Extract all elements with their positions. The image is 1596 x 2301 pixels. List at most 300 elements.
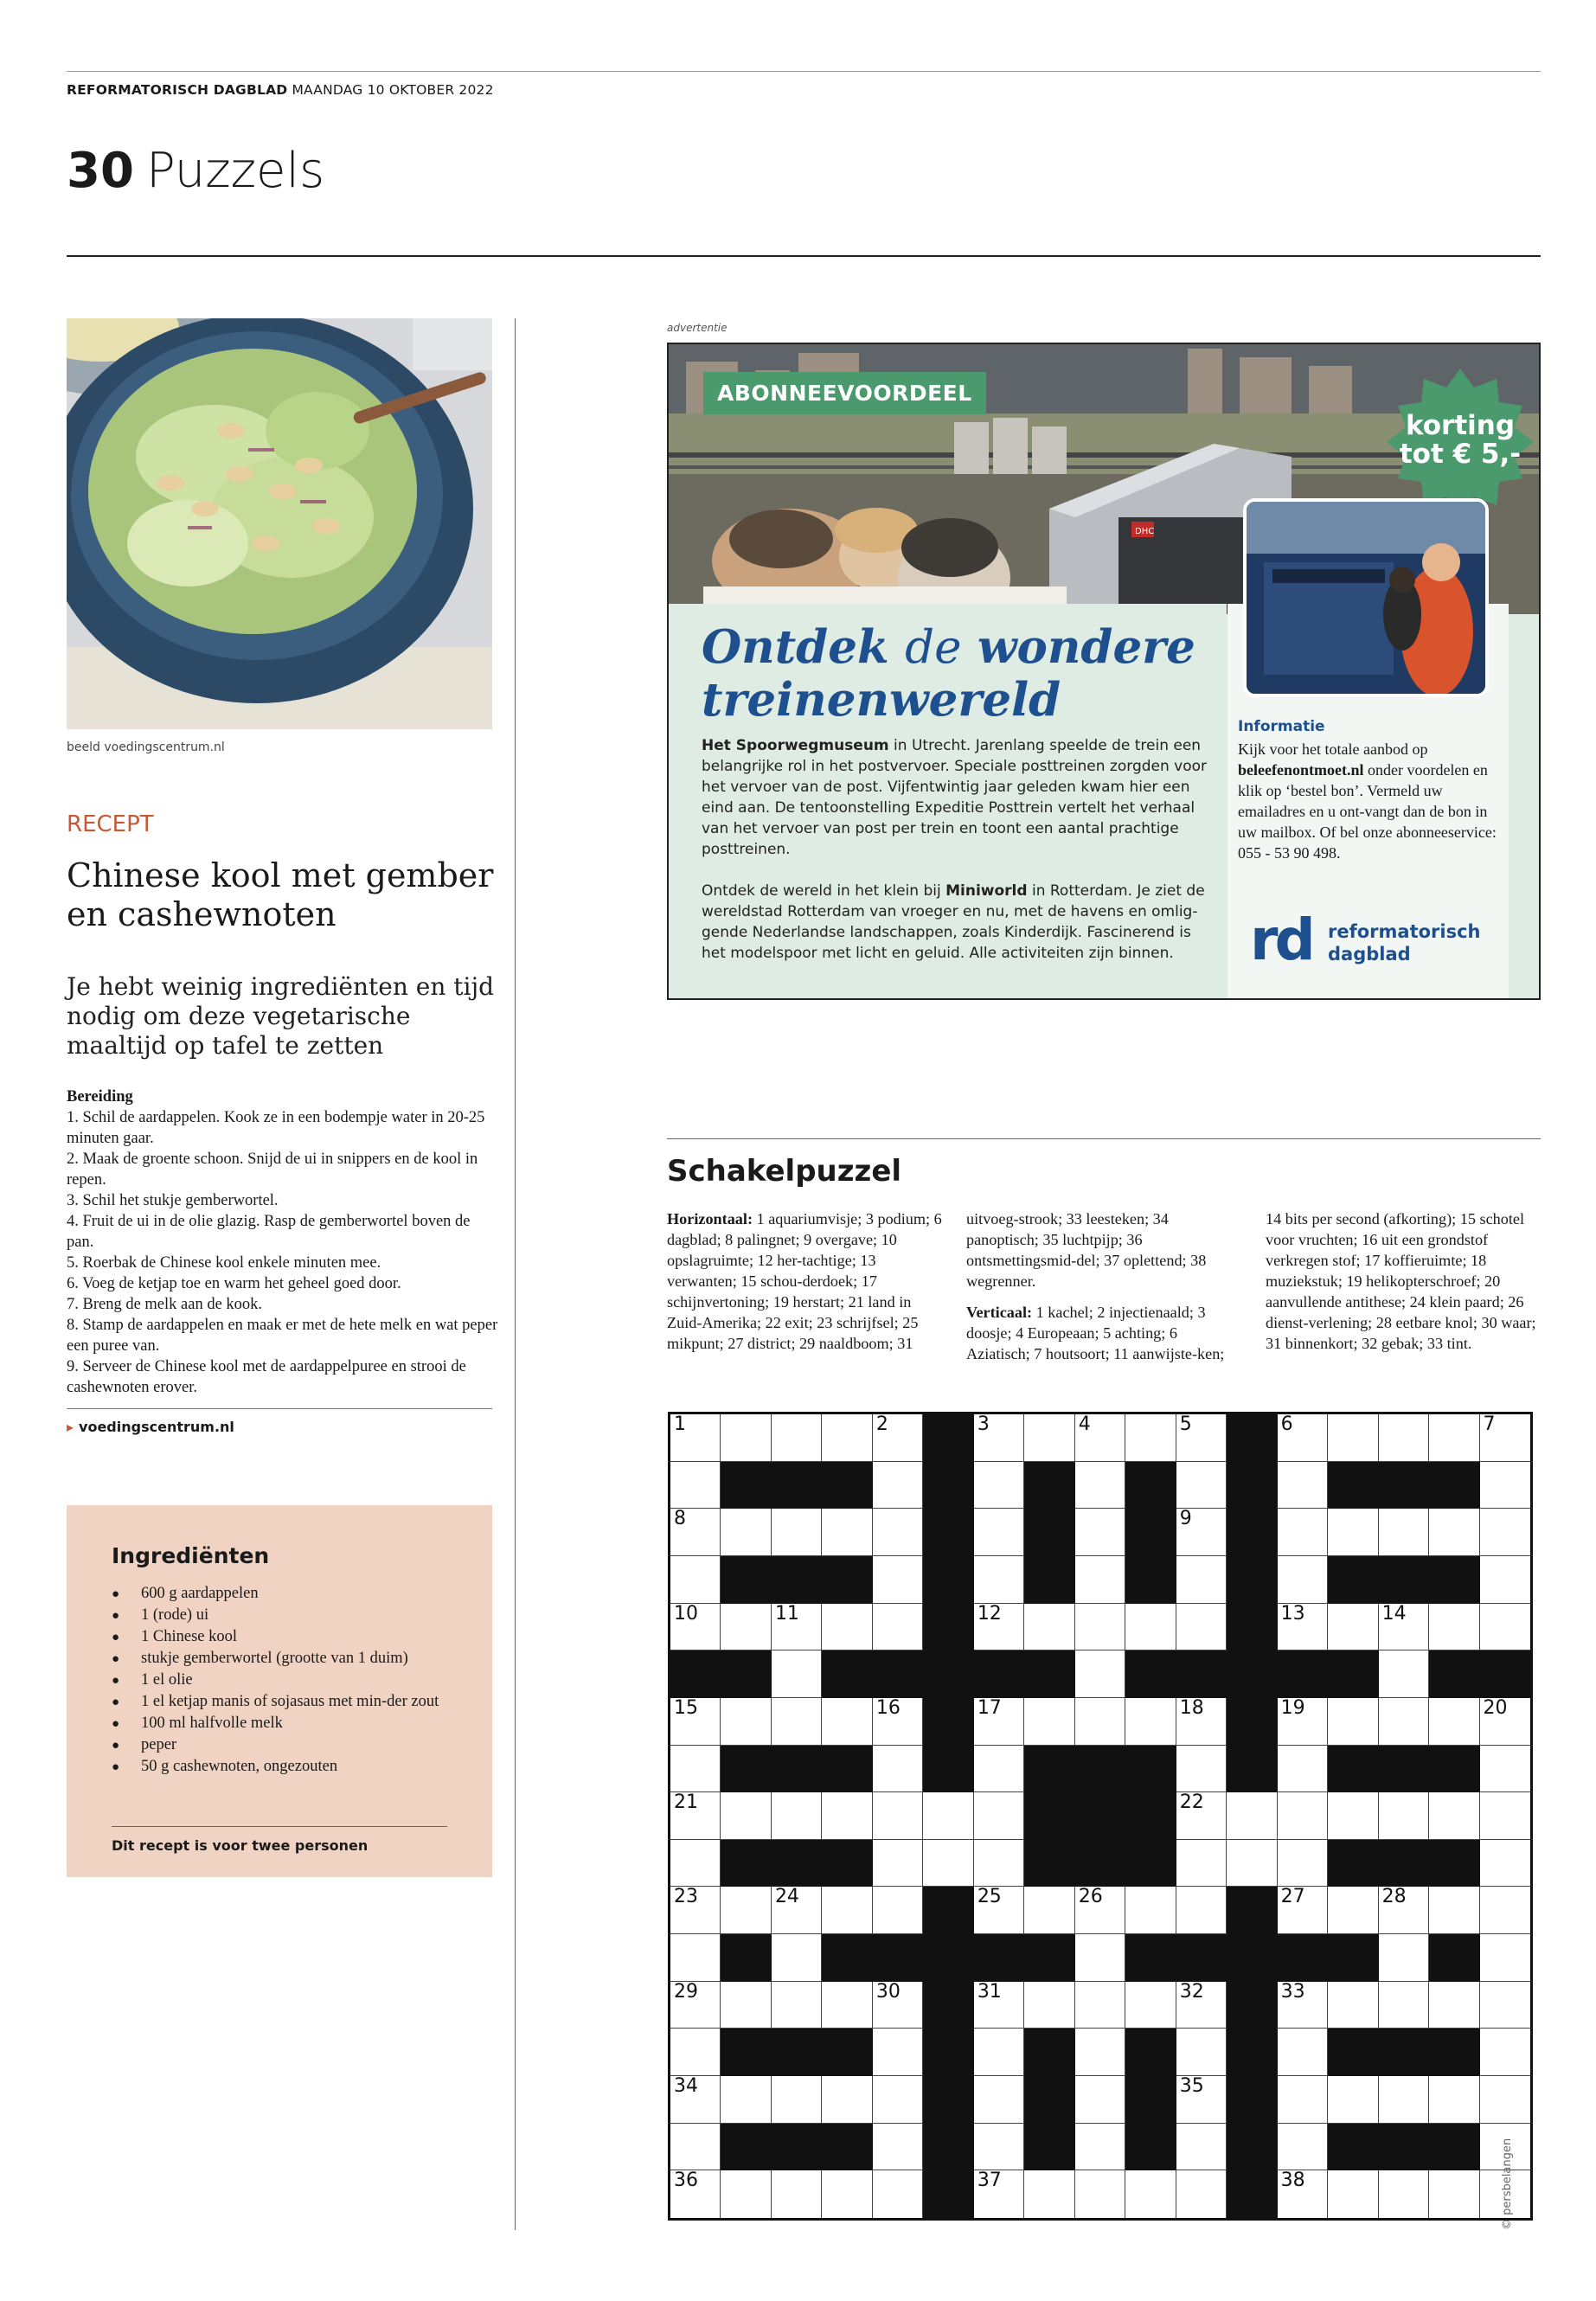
grid-cell-black (721, 1840, 771, 1888)
grid-cell[interactable] (1125, 1604, 1176, 1651)
grid-cell[interactable] (974, 2170, 1024, 2218)
grid-cell-black (1328, 1462, 1378, 1509)
grid-cell[interactable] (1278, 1746, 1328, 1793)
ingredients-box (67, 1505, 492, 1877)
grid-cell[interactable] (1125, 1887, 1176, 1934)
grid-cell[interactable] (1075, 2029, 1125, 2076)
cell-number: 13 (1280, 1602, 1305, 1625)
grid-cell[interactable] (873, 2124, 923, 2171)
grid-cell[interactable] (822, 1509, 872, 1556)
cell-number: 30 (875, 1980, 901, 2003)
grid-cell[interactable] (772, 1792, 822, 1840)
page-heading (67, 143, 324, 199)
grid-cell[interactable] (923, 1792, 973, 1840)
preparation-step: 7. Breng de melk aan de kook. (67, 1296, 263, 1313)
grid-cell[interactable] (873, 1604, 923, 1651)
grid-cell[interactable] (1278, 1698, 1328, 1746)
grid-cell[interactable] (1075, 1934, 1125, 1982)
grid-cell[interactable] (670, 1840, 721, 1888)
grid-cell[interactable] (1379, 1982, 1429, 2029)
grid-cell[interactable] (772, 2076, 822, 2124)
grid-cell-black (1024, 2124, 1074, 2171)
grid-cell-black (1125, 1792, 1176, 1840)
grid-cell-black (1328, 2124, 1378, 2171)
grid-cell[interactable] (1328, 1698, 1378, 1746)
grid-cell[interactable] (873, 2170, 923, 2218)
cell-number: 20 (1483, 1696, 1508, 1719)
grid-cell-black (1429, 1650, 1479, 1698)
grid-cell[interactable] (974, 1509, 1024, 1556)
grid-cell[interactable] (670, 1887, 721, 1934)
grid-cell[interactable] (721, 1698, 771, 1746)
grid-cell[interactable] (822, 2076, 872, 2124)
grid-cell[interactable] (1429, 1509, 1479, 1556)
grid-cell[interactable] (974, 1887, 1024, 1934)
grid-cell-black (1227, 2076, 1277, 2124)
grid-cell-black (923, 1556, 973, 1604)
grid-cell-black (1227, 1934, 1277, 1982)
masthead (67, 82, 494, 98)
grid-cell-black (1227, 1414, 1277, 1462)
grid-cell[interactable] (670, 1509, 721, 1556)
cell-number: 33 (1280, 1980, 1305, 2003)
grid-cell[interactable] (670, 2124, 721, 2171)
grid-cell[interactable] (1176, 2076, 1227, 2124)
cell-number: 23 (674, 1886, 698, 1908)
ad-label: advertentie (667, 322, 727, 334)
preparation (67, 1086, 499, 1398)
ad-text: in Utrecht. Jarenlang speelde de trein een belangrijke rol in het postvervoer. Speciale posttreinen zorgden voor het vervoer van de post. Vijfentwintig jaar geleden kwam hier een eind aan. De tentoonstelling Expeditie Posttrein vertelt het verhaal van het vervoer van post per trein en toont een aantal prachtige posttreinen. (702, 737, 1208, 858)
grid-cell[interactable] (1379, 2170, 1429, 2218)
grid-cell[interactable] (1176, 2029, 1227, 2076)
grid-cell[interactable] (1075, 1462, 1125, 1509)
grid-cell[interactable] (974, 1840, 1024, 1888)
grid-cell[interactable] (873, 1698, 923, 1746)
grid-cell-black (1227, 1556, 1277, 1604)
grid-cell[interactable] (670, 1604, 721, 1651)
grid-cell-black (1429, 2124, 1479, 2171)
grid-cell[interactable] (1480, 1462, 1530, 1509)
grid-cell[interactable] (1075, 1982, 1125, 2029)
grid-cell-black (1379, 1462, 1429, 1509)
grid-cell[interactable] (822, 1414, 872, 1462)
grid-cell-black (923, 1509, 973, 1556)
grid-cell[interactable] (1379, 1509, 1429, 1556)
grid-cell-black (923, 2124, 973, 2171)
grid-cell-black (923, 1934, 973, 1982)
grid-cell[interactable] (822, 1698, 872, 1746)
ingredients-title: Ingrediënten (112, 1543, 270, 1568)
page-number: 30 (67, 143, 134, 199)
grid-cell[interactable] (1429, 1698, 1479, 1746)
rd-logo-text (1328, 920, 1481, 965)
grid-cell[interactable] (772, 1982, 822, 2029)
grid-cell[interactable] (1480, 2076, 1530, 2124)
grid-cell[interactable] (873, 1462, 923, 1509)
grid-cell[interactable] (822, 1792, 872, 1840)
list-item: ● 600 g aardappelen (112, 1583, 458, 1605)
grid-cell[interactable] (1278, 1556, 1328, 1604)
grid-cell-black (1125, 1746, 1176, 1793)
discount-badge (1387, 412, 1534, 469)
grid-cell[interactable] (1176, 1887, 1227, 1934)
grid-cell-black (1176, 1934, 1227, 1982)
grid-cell[interactable] (1278, 1414, 1328, 1462)
grid-cell-black (822, 1462, 872, 1509)
grid-cell[interactable] (873, 1840, 923, 1888)
grid-cell[interactable] (873, 1509, 923, 1556)
grid-cell[interactable] (1278, 2076, 1328, 2124)
masthead-brand: REFORMATORISCH DAGBLAD (67, 82, 288, 98)
grid-cell-black (721, 1556, 771, 1604)
grid-cell[interactable] (1328, 2170, 1378, 2218)
grid-cell-black (1328, 2029, 1378, 2076)
grid-cell[interactable] (1480, 1792, 1530, 1840)
grid-cell[interactable] (974, 2029, 1024, 2076)
grid-cell[interactable] (1125, 1982, 1176, 2029)
logo-line-2: dagblad (1328, 944, 1411, 965)
grid-cell[interactable] (822, 1982, 872, 2029)
badge-line-2: tot € 5,- (1399, 439, 1522, 470)
grid-cell[interactable] (670, 1792, 721, 1840)
grid-cell-black (1024, 1840, 1074, 1888)
grid-cell-black (772, 2029, 822, 2076)
grid-cell[interactable] (873, 2029, 923, 2076)
grid-cell[interactable] (1429, 1887, 1479, 1934)
grid-cell-black (1024, 1509, 1074, 1556)
grid-cell[interactable] (670, 2029, 721, 2076)
grid-cell[interactable] (974, 1414, 1024, 1462)
grid-cell-black (721, 2029, 771, 2076)
grid-cell[interactable] (1429, 1414, 1479, 1462)
grid-cell[interactable] (772, 2170, 822, 2218)
grid-cell[interactable] (670, 2076, 721, 2124)
grid-cell[interactable] (1075, 1414, 1125, 1462)
grid-cell[interactable] (1278, 1887, 1328, 1934)
grid-cell[interactable] (873, 1556, 923, 1604)
grid-cell[interactable] (1075, 2170, 1125, 2218)
grid-cell[interactable] (721, 2170, 771, 2218)
cell-number: 18 (1179, 1696, 1204, 1719)
salad-bowl-illustration (67, 318, 492, 729)
grid-cell[interactable] (974, 1982, 1024, 2029)
list-item: ● peper (112, 1734, 458, 1756)
grid-cell-black (1227, 1746, 1277, 1793)
grid-cell[interactable] (1278, 1462, 1328, 1509)
grid-cell[interactable] (1328, 1604, 1378, 1651)
grid-cell[interactable] (1075, 1887, 1125, 1934)
cell-number: 1 (674, 1413, 686, 1435)
ad-text: Ontdek de wereld in het klein bij (702, 882, 946, 900)
ad-text: in Rotterdam. Je ziet de wereldstad Rotterdam van vroeger en nu, met de havens en omlig-gende Nederlandse landschappen, zoals Kinderdijk. Fascinerend is het modelspoor met licht en geluid. Alle activiteiten zijn binnen. (702, 882, 1205, 962)
grid-cell[interactable] (974, 1698, 1024, 1746)
grid-cell[interactable] (873, 2076, 923, 2124)
grid-cell[interactable] (1278, 2124, 1328, 2171)
museum-window-illustration (1247, 502, 1485, 694)
grid-cell[interactable] (1379, 1887, 1429, 1934)
grid-cell-black (923, 1604, 973, 1651)
grid-cell-black (772, 1840, 822, 1888)
source-link[interactable] (67, 1419, 234, 1435)
grid-cell[interactable] (1176, 2124, 1227, 2171)
grid-cell-black (974, 1934, 1024, 1982)
grid-cell-black (772, 1462, 822, 1509)
grid-cell-black (1125, 1462, 1176, 1509)
grid-cell[interactable] (670, 1462, 721, 1509)
grid-cell[interactable] (1429, 1604, 1479, 1651)
grid-cell-black (1227, 1698, 1277, 1746)
grid-cell[interactable] (772, 1887, 822, 1934)
grid-cell[interactable] (1328, 1414, 1378, 1462)
ad-info-text: onder voordelen en klik op ‘bestel bon’. Vermeld uw emailadres en u ont-vangt dan de bon in uw mailbox. Of bel onze abonneeservice: 055 - 53 90 498. (1238, 761, 1497, 862)
grid-cell[interactable] (1480, 2029, 1530, 2076)
grid-cell-black (1429, 1934, 1479, 1982)
grid-cell[interactable] (923, 1840, 973, 1888)
grid-cell[interactable] (670, 2170, 721, 2218)
grid-cell[interactable] (1429, 1792, 1479, 1840)
grid-cell[interactable] (1480, 1509, 1530, 1556)
grid-cell[interactable] (1176, 1792, 1227, 1840)
grid-cell[interactable] (1075, 2124, 1125, 2171)
ingredients-rule (112, 1826, 447, 1827)
grid-cell[interactable] (974, 1792, 1024, 1840)
grid-cell-black (1379, 2124, 1429, 2171)
grid-cell[interactable] (1379, 1792, 1429, 1840)
cell-number: 26 (1078, 1886, 1103, 1908)
grid-cell-black (822, 1840, 872, 1888)
ad-headline (702, 621, 1221, 726)
cell-number: 28 (1381, 1886, 1407, 1908)
grid-cell-black (1227, 1982, 1277, 2029)
ad-headline-part: Ontdek (702, 620, 889, 674)
grid-cell[interactable] (721, 1887, 771, 1934)
grid-cell[interactable] (1278, 1509, 1328, 1556)
grid-cell[interactable] (1176, 1509, 1227, 1556)
grid-cell[interactable] (1379, 1414, 1429, 1462)
grid-cell[interactable] (721, 2076, 771, 2124)
grid-cell[interactable] (1075, 1556, 1125, 1604)
grid-cell[interactable] (1480, 1604, 1530, 1651)
grid-cell[interactable] (1176, 1414, 1227, 1462)
grid-cell-black (1024, 1792, 1074, 1840)
grid-cell[interactable] (822, 1604, 872, 1651)
grid-cell[interactable] (1176, 1604, 1227, 1651)
grid-cell[interactable] (1429, 2170, 1479, 2218)
grid-cell[interactable] (1328, 1792, 1378, 1840)
advertisement[interactable] (667, 343, 1541, 1000)
crossword-grid[interactable] (668, 1412, 1533, 2221)
grid-cell[interactable] (1024, 1604, 1074, 1651)
grid-cell[interactable] (772, 1698, 822, 1746)
grid-cell[interactable] (772, 1414, 822, 1462)
grid-cell-black (721, 2124, 771, 2171)
grid-cell[interactable] (974, 1746, 1024, 1793)
ad-info-link[interactable]: beleefenontmoet.nl (1238, 761, 1364, 779)
grid-cell[interactable] (974, 1604, 1024, 1651)
cell-number: 36 (674, 2170, 698, 2192)
grid-cell[interactable] (1075, 1604, 1125, 1651)
grid-cell-black (1227, 1650, 1277, 1698)
grid-cell[interactable] (974, 1556, 1024, 1604)
grid-cell[interactable] (1429, 2076, 1479, 2124)
grid-cell-black (822, 1556, 872, 1604)
ad-side-photo (1243, 498, 1489, 697)
grid-cell[interactable] (1227, 1840, 1277, 1888)
grid-cell-black (923, 2170, 973, 2218)
grid-cell[interactable] (670, 1414, 721, 1462)
source-link-text[interactable]: voedingscentrum.nl (79, 1419, 234, 1435)
grid-cell[interactable] (670, 1746, 721, 1793)
cell-number: 27 (1280, 1886, 1305, 1908)
copyright: © persbelangen (1501, 2138, 1514, 2230)
rd-logo-mark: rd (1250, 907, 1312, 973)
grid-cell[interactable] (974, 2076, 1024, 2124)
grid-cell[interactable] (1024, 1982, 1074, 2029)
grid-cell[interactable] (873, 1746, 923, 1793)
grid-cell[interactable] (1379, 2076, 1429, 2124)
grid-cell[interactable] (1075, 2076, 1125, 2124)
cell-number: 14 (1381, 1602, 1407, 1625)
grid-cell[interactable] (721, 1982, 771, 2029)
list-item: ● 1 el olie (112, 1670, 458, 1691)
grid-cell[interactable] (721, 1414, 771, 1462)
grid-cell-black (1328, 1934, 1378, 1982)
grid-cell[interactable] (1278, 2029, 1328, 2076)
grid-cell-black (1278, 1650, 1328, 1698)
building-sign: DHC (1135, 527, 1155, 536)
grid-cell[interactable] (1176, 2170, 1227, 2218)
grid-cell[interactable] (1480, 1746, 1530, 1793)
cell-number: 22 (1179, 1791, 1204, 1814)
preparation-step: 8. Stamp de aardappelen en maak er met de hete melk en wat peper een puree van. (67, 1317, 498, 1355)
grid-cell[interactable] (1429, 1982, 1479, 2029)
grid-cell-black (923, 1746, 973, 1793)
grid-cell[interactable] (1480, 1887, 1530, 1934)
grid-cell[interactable] (1278, 1982, 1328, 2029)
grid-cell[interactable] (1278, 1604, 1328, 1651)
grid-cell-black (1328, 1556, 1378, 1604)
grid-cell-black (822, 1746, 872, 1793)
grid-cell[interactable] (1480, 1934, 1530, 1982)
ad-info (1238, 739, 1497, 863)
top-rule (67, 71, 1541, 72)
grid-cell[interactable] (772, 1650, 822, 1698)
grid-cell[interactable] (873, 1792, 923, 1840)
grid-cell[interactable] (1379, 1604, 1429, 1651)
grid-cell[interactable] (873, 1982, 923, 2029)
grid-cell[interactable] (1075, 1509, 1125, 1556)
grid-cell[interactable] (1480, 1698, 1530, 1746)
grid-cell-black (1075, 1746, 1125, 1793)
grid-cell-black (1024, 1650, 1074, 1698)
grid-cell[interactable] (1024, 1698, 1074, 1746)
grid-cell[interactable] (1176, 1462, 1227, 1509)
grid-cell[interactable] (1328, 1509, 1378, 1556)
grid-cell[interactable] (1176, 1840, 1227, 1888)
grid-cell[interactable] (1480, 1556, 1530, 1604)
grid-cell[interactable] (1176, 1556, 1227, 1604)
grid-cell[interactable] (1024, 1887, 1074, 1934)
grid-cell[interactable] (974, 1462, 1024, 1509)
ad-bold: Miniworld (945, 882, 1028, 900)
ingredients-list (112, 1583, 458, 1778)
grid-cell[interactable] (873, 1414, 923, 1462)
grid-cell-black (1227, 1604, 1277, 1651)
grid-cell[interactable] (1125, 1698, 1176, 1746)
grid-cell[interactable] (772, 1604, 822, 1651)
grid-cell-black (1379, 1556, 1429, 1604)
grid-cell[interactable] (1075, 1698, 1125, 1746)
grid-cell[interactable] (1176, 1982, 1227, 2029)
grid-cell[interactable] (1278, 1840, 1328, 1888)
grid-cell[interactable] (721, 1792, 771, 1840)
grid-cell[interactable] (721, 1509, 771, 1556)
grid-cell[interactable] (873, 1887, 923, 1934)
cell-number: 11 (774, 1602, 799, 1625)
grid-cell-black (822, 1934, 872, 1982)
grid-cell[interactable] (1328, 1887, 1378, 1934)
grid-cell[interactable] (1227, 1792, 1277, 1840)
grid-cell-black (772, 2124, 822, 2171)
cell-number: 31 (977, 1980, 1002, 2003)
cell-number: 4 (1078, 1413, 1091, 1435)
grid-cell[interactable] (1480, 1982, 1530, 2029)
grid-cell-black (1429, 1462, 1479, 1509)
grid-cell[interactable] (670, 1556, 721, 1604)
grid-cell[interactable] (1024, 1414, 1074, 1462)
ad-bold: Het Spoorwegmuseum (702, 737, 889, 754)
grid-cell[interactable] (1379, 1934, 1429, 1982)
grid-cell[interactable] (1176, 1698, 1227, 1746)
grid-cell[interactable] (670, 1982, 721, 2029)
grid-cell[interactable] (1379, 1650, 1429, 1698)
grid-cell[interactable] (670, 1934, 721, 1982)
grid-cell[interactable] (1278, 1792, 1328, 1840)
cell-number: 19 (1280, 1696, 1305, 1719)
grid-cell[interactable] (1328, 2076, 1378, 2124)
grid-cell-black (923, 2029, 973, 2076)
grid-cell[interactable] (1480, 1840, 1530, 1888)
grid-cell[interactable] (1379, 1698, 1429, 1746)
grid-cell[interactable] (1125, 2170, 1176, 2218)
grid-cell-black (1024, 2029, 1074, 2076)
grid-cell[interactable] (1075, 1650, 1125, 1698)
grid-cell[interactable] (1480, 1414, 1530, 1462)
grid-cell[interactable] (1125, 1414, 1176, 1462)
grid-cell[interactable] (1278, 2170, 1328, 2218)
grid-cell-black (822, 2029, 872, 2076)
grid-cell[interactable] (1328, 1982, 1378, 2029)
grid-cell-black (1125, 1840, 1176, 1888)
grid-cell[interactable] (670, 1698, 721, 1746)
grid-cell[interactable] (822, 1887, 872, 1934)
grid-cell[interactable] (1024, 2170, 1074, 2218)
grid-cell-black (721, 1650, 771, 1698)
grid-cell[interactable] (721, 1604, 771, 1651)
grid-cell[interactable] (772, 1509, 822, 1556)
grid-cell[interactable] (822, 2170, 872, 2218)
list-item: ● 1 Chinese kool (112, 1626, 458, 1648)
grid-cell-black (923, 1698, 973, 1746)
grid-cell-black (1125, 2124, 1176, 2171)
grid-cell-black (1379, 1840, 1429, 1888)
header-rule (67, 255, 1541, 257)
grid-cell[interactable] (974, 2124, 1024, 2171)
ad-paragraph-1 (702, 735, 1212, 860)
grid-cell[interactable] (1176, 1746, 1227, 1793)
grid-cell[interactable] (772, 1934, 822, 1982)
grid-cell-black (1125, 1509, 1176, 1556)
